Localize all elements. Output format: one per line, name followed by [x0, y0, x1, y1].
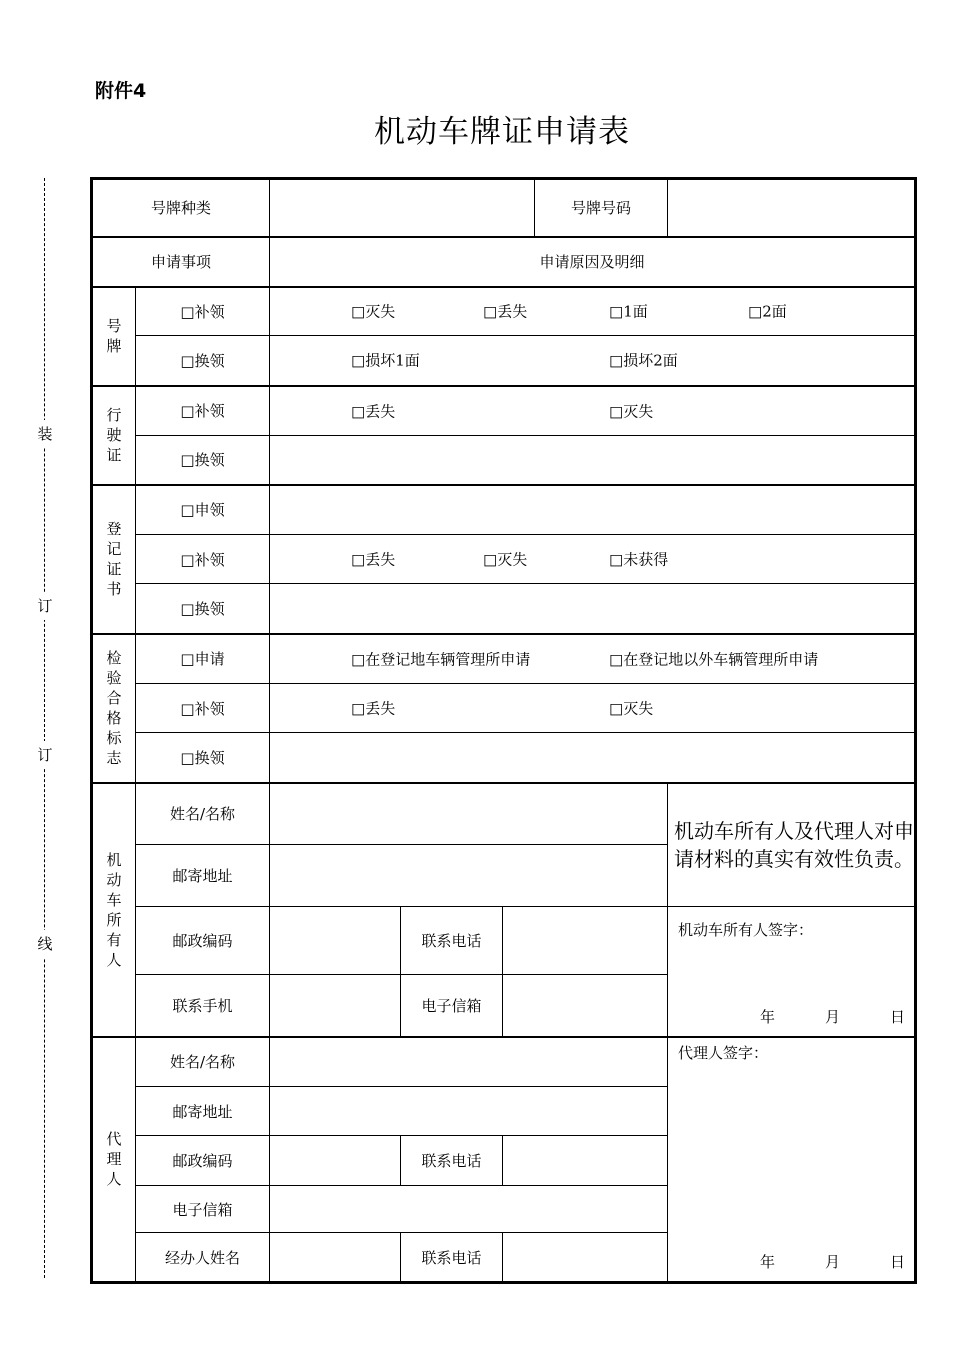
registration-group-text: 登 记 证 书 [106, 520, 122, 598]
inspection-apply-opt-local[interactable]: □在登记地车辆管理所申请 [351, 650, 531, 669]
license-replace-details [270, 436, 916, 485]
plate-number-label: 号牌号码 [535, 179, 668, 237]
plate-group-label [92, 287, 136, 386]
agent-group-label [92, 1037, 136, 1283]
license-reissue-opt-destroyed[interactable]: □灭失 [609, 402, 654, 421]
owner-address-label: 邮寄地址 [136, 845, 270, 907]
owner-signature-area[interactable] [668, 907, 916, 1037]
registration-replace-details [270, 584, 916, 634]
inspection-apply-opt-remote[interactable]: □在登记地以外车辆管理所申请 [609, 650, 819, 669]
owner-mobile-field[interactable] [270, 975, 401, 1037]
agent-handler-label: 经办人姓名 [136, 1233, 270, 1283]
agent-email-label: 电子信箱 [136, 1186, 270, 1233]
agent-name-label: 姓名/名称 [136, 1037, 270, 1087]
agent-postcode-label: 邮政编码 [136, 1136, 270, 1186]
inspection-apply-checkbox[interactable]: □申请 [136, 634, 270, 684]
inspection-reissue-checkbox[interactable]: □补领 [136, 684, 270, 733]
application-item-header: 申请事项 [92, 237, 270, 287]
license-replace-checkbox[interactable]: □换领 [136, 436, 270, 485]
inspection-group-text: 检 验 合 格 标 志 [106, 649, 122, 767]
agent-date-year: 年 [760, 1253, 776, 1271]
plate-reissue-opt-two-sides[interactable]: □2面 [748, 302, 787, 321]
registration-reissue-opt-destroyed[interactable]: □灭失 [483, 550, 528, 569]
license-reissue-opt-lost[interactable]: □丢失 [351, 402, 396, 421]
agent-date-month: 月 [825, 1253, 841, 1271]
registration-reissue-checkbox[interactable]: □补领 [136, 535, 270, 584]
registration-reissue-opt-lost[interactable]: □丢失 [351, 550, 396, 569]
agent-handler-phone-field[interactable] [503, 1233, 668, 1283]
registration-group-label [92, 485, 136, 634]
registration-replace-checkbox[interactable]: □换领 [136, 584, 270, 634]
owner-phone-label: 联系电话 [401, 907, 503, 975]
owner-declaration: 机动车所有人及代理人对申请材料的真实有效性负责。 [668, 783, 916, 907]
inspection-group-label [92, 634, 136, 783]
attachment-label: 附件4 [95, 80, 147, 102]
plate-type-field[interactable] [270, 179, 535, 237]
binding-char-ding-2: 订 [34, 741, 56, 769]
binding-char-xian: 线 [34, 930, 56, 958]
agent-handler-field[interactable] [270, 1233, 401, 1283]
license-group-text: 行 驶 证 [106, 406, 122, 464]
form-title: 机动车牌证申请表 [374, 114, 630, 150]
plate-type-label: 号牌种类 [92, 179, 270, 237]
plate-reissue-checkbox[interactable]: □补领 [136, 287, 270, 336]
agent-date-day: 日 [890, 1253, 906, 1271]
agent-handler-phone-label: 联系电话 [401, 1233, 503, 1283]
inspection-replace-details [270, 733, 916, 783]
plate-reissue-opt-one-side[interactable]: □1面 [609, 302, 648, 321]
owner-signature-date [668, 1006, 914, 1026]
inspection-reissue-opt-destroyed[interactable]: □灭失 [609, 699, 654, 718]
registration-reissue-opt-not-received[interactable]: □未获得 [609, 550, 669, 569]
owner-mobile-label: 联系手机 [136, 975, 270, 1037]
registration-apply-checkbox[interactable]: □申领 [136, 485, 270, 535]
inspection-replace-checkbox[interactable]: □换领 [136, 733, 270, 783]
owner-group-label [92, 783, 136, 1037]
agent-group-text: 代 理 人 [106, 1130, 122, 1189]
license-reissue-checkbox[interactable]: □补领 [136, 386, 270, 436]
owner-postcode-label: 邮政编码 [136, 907, 270, 975]
agent-address-label: 邮寄地址 [136, 1087, 270, 1136]
application-form-table [90, 177, 917, 1284]
owner-postcode-field[interactable] [270, 907, 401, 975]
binding-char-zhuang: 装 [34, 420, 56, 448]
agent-signature-area[interactable] [668, 1037, 916, 1283]
owner-date-year: 年 [760, 1007, 776, 1026]
owner-address-field[interactable] [270, 845, 668, 907]
binding-line [44, 178, 45, 1278]
owner-name-label: 姓名/名称 [136, 783, 270, 845]
owner-group-text: 机 动 车 所 有 人 [106, 850, 122, 969]
plate-replace-opt-damaged-one[interactable]: □损坏1面 [351, 351, 420, 370]
plate-group-text: 号 牌 [106, 317, 122, 355]
owner-date-month: 月 [825, 1007, 841, 1026]
agent-signature-label: 代理人签字： [678, 1043, 769, 1062]
owner-phone-field[interactable] [503, 907, 668, 975]
agent-address-field[interactable] [270, 1087, 668, 1136]
inspection-reissue-opt-lost[interactable]: □丢失 [351, 699, 396, 718]
agent-email-field[interactable] [270, 1186, 668, 1233]
agent-phone-label: 联系电话 [401, 1136, 503, 1186]
agent-postcode-field[interactable] [270, 1136, 401, 1186]
owner-name-field[interactable] [270, 783, 668, 845]
application-reason-header: 申请原因及明细 [270, 237, 916, 287]
owner-email-label: 电子信箱 [401, 975, 503, 1037]
agent-signature-date [668, 1251, 914, 1271]
owner-email-field[interactable] [503, 975, 668, 1037]
binding-char-ding-1: 订 [34, 592, 56, 620]
plate-number-field[interactable] [668, 179, 916, 237]
agent-phone-field[interactable] [503, 1136, 668, 1186]
plate-reissue-opt-lost[interactable]: □丢失 [483, 302, 528, 321]
plate-replace-opt-damaged-two[interactable]: □损坏2面 [609, 351, 678, 370]
plate-reissue-opt-destroyed[interactable]: □灭失 [351, 302, 396, 321]
registration-apply-details [270, 485, 916, 535]
license-group-label [92, 386, 136, 485]
plate-replace-checkbox[interactable]: □换领 [136, 336, 270, 386]
agent-name-field[interactable] [270, 1037, 668, 1087]
owner-date-day: 日 [890, 1007, 906, 1026]
owner-signature-label: 机动车所有人签字： [678, 921, 814, 939]
